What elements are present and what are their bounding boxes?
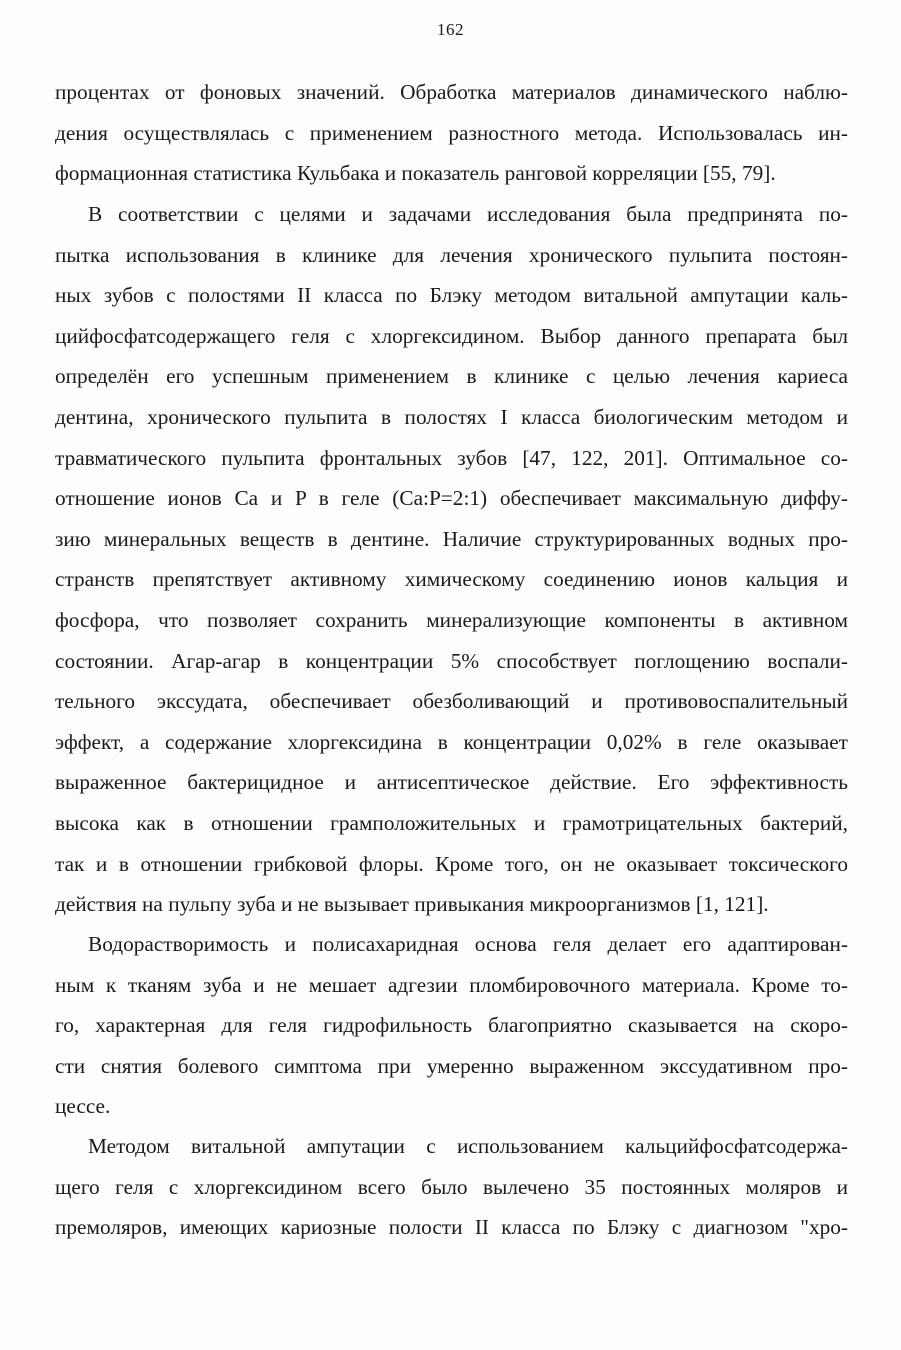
- text-line: пытка использования в клинике для лечения хронического пульпита постоян-: [55, 242, 848, 267]
- text-line: дения осуществлялась с применением разностного метода. Использовалась ин-: [55, 120, 848, 145]
- text-line: дентина, хронического пульпита в полостях I класса биологическим методом и: [55, 404, 848, 429]
- text-line: го, характерная для геля гидрофильность благоприятно сказывается на скоро-: [55, 1013, 848, 1038]
- text-line: цессе.: [55, 1094, 111, 1119]
- text-line: отношение ионов Ca и P в геле (Ca:P=2:1) обеспечивает максимальную диффу-: [55, 486, 848, 511]
- text-line: цийфосфатсодержащего геля с хлоргексидином. Выбор данного препарата был: [55, 323, 848, 348]
- text-line: состоянии. Агар-агар в концентрации 5% способствует поглощению воспали-: [55, 648, 848, 673]
- text-line: Методом витальной ампутации с использованием кальцийфосфатсодержа-: [88, 1134, 848, 1158]
- text-line: странств препятствует активному химическому соединению ионов кальция и: [55, 567, 848, 592]
- text-line: так и в отношении грибковой флоры. Кроме того, он не оказывает токсического: [55, 851, 848, 876]
- text-line: эффект, а содержание хлоргексидина в концентрации 0,02% в геле оказывает: [55, 729, 848, 754]
- text-line: высока как в отношении грамположительных и грамотрицательных бактерий,: [55, 810, 848, 835]
- text-line: определён его успешным применением в клинике с целью лечения кариеса: [55, 364, 848, 389]
- text-line: щего геля с хлоргексидином всего было вылечено 35 постоянных моляров и: [55, 1174, 848, 1199]
- text-line: В соответствии с целями и задачами исследования была предпринята по-: [88, 202, 848, 226]
- text-line: тельного экссудата, обеспечивает обезболивающий и противовоспалительный: [55, 689, 848, 714]
- page-number: 162: [437, 20, 464, 39]
- text-line: действия на пульпу зуба и не вызывает привыкания микроорганизмов [1, 121].: [55, 892, 769, 917]
- paragraph-3: [55, 924, 848, 1127]
- text-line: сти снятия болевого симптома при умеренно выраженном экссудативном про-: [55, 1053, 848, 1078]
- paragraph-2: [55, 194, 848, 925]
- text-line: выраженное бактерицидное и антисептическое действие. Его эффективность: [55, 770, 848, 795]
- text-line: Водорастворимость и полисахаридная основа геля делает его адаптирован-: [88, 932, 848, 956]
- text-line: премоляров, имеющих кариозные полости II класса по Блэку с диагнозом "хро-: [55, 1215, 848, 1240]
- text-line: фосфора, что позволяет сохранить минерализующие компоненты в активном: [55, 607, 848, 632]
- text-line: зию минеральных веществ в дентине. Наличие структурированных водных про-: [55, 526, 848, 551]
- text-line: травматического пульпита фронтальных зубов [47, 122, 201]. Оптимальное со-: [55, 445, 848, 470]
- text-line: процентах от фоновых значений. Обработка материалов динамического наблю-: [55, 80, 848, 104]
- paragraph-1: [55, 72, 848, 194]
- paragraph-4: [55, 1126, 848, 1248]
- text-line: ных зубов с полостями II класса по Блэку методом витальной ампутации каль-: [55, 283, 848, 308]
- text-line: формационная статистика Кульбака и показатель ранговой корреляции [55, 79].: [55, 161, 776, 186]
- text-line: ным к тканям зуба и не мешает адгезии пломбировочного материала. Кроме то-: [55, 972, 848, 997]
